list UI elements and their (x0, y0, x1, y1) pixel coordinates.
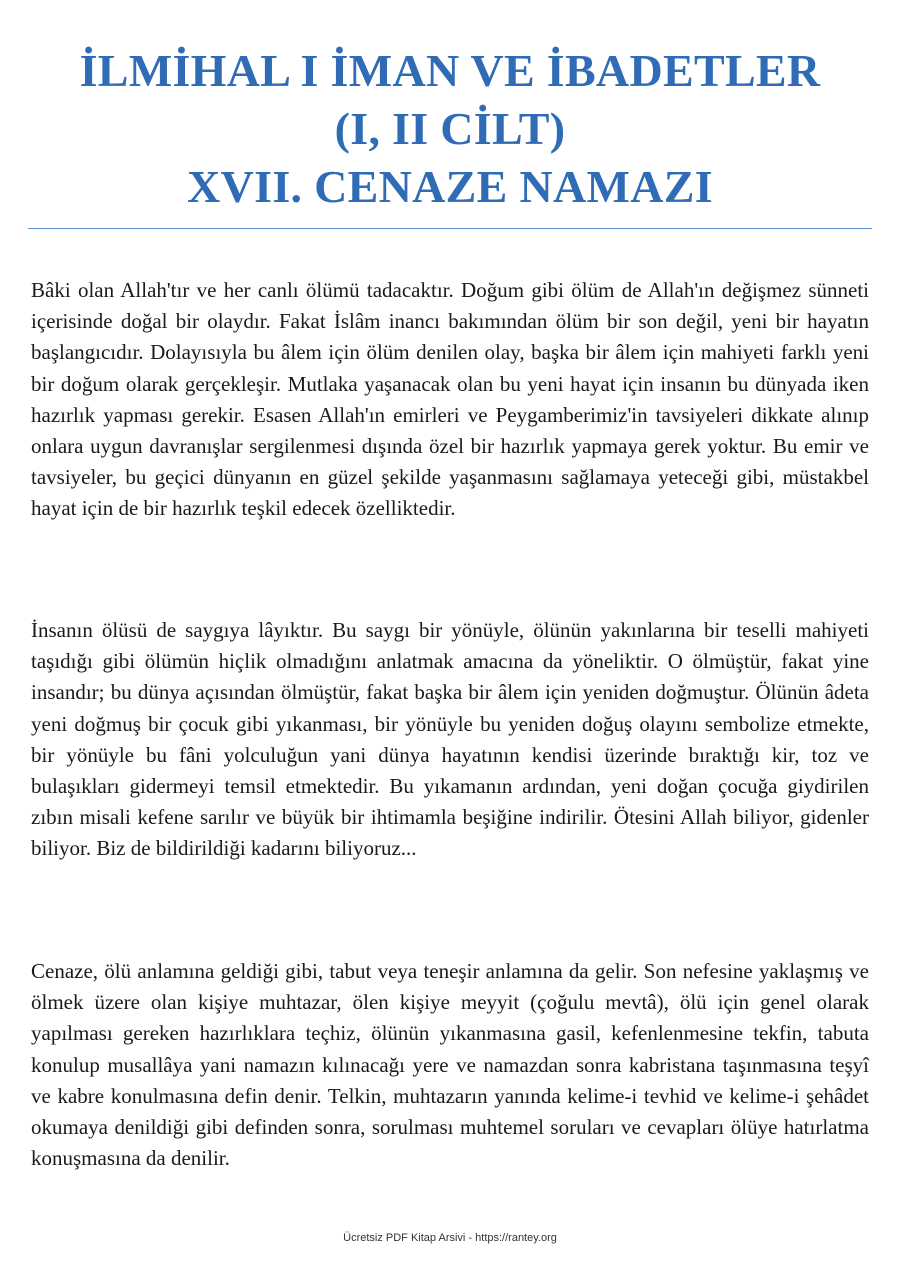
title-line-book: İLMİHAL I İMAN VE İBADETLER (79, 45, 821, 96)
paragraph-3: Cenaze, ölü anlamına geldiği gibi, tabut veya teneşir anlamına da gelir. Son nefesine yaklaşmış ve ölmek üzere olan kişiye muhtazar, ölen kişiye meyyit (çoğulu mevtâ), ölü için genel olarak yapılması gereken hazırlıklara teçhiz, ölünün yıkanmasına gasil, kefenlenmesine tekfin, tabuta konulup musallâya yani namazın kılınacağı yere ve namazdan sonra kabristana taşınmasına teşyî ve kabre konulmasına defin denir. Telkin, muhtazarın yanında kelime-i tevhid ve kelime-i şehâdet okumaya denildiği gibi definden sonra, sorulması muhtemel soruları ve cevapları ölüye hatırlatma konuşmasına da denilir. (31, 959, 869, 1171)
paragraph-1: Bâki olan Allah'tır ve her canlı ölümü tadacaktır. Doğum gibi ölüm de Allah'ın değişmez sünneti içerisinde doğal bir olaydır. Fakat İslâm inancı bakımından ölüm bir son değil, yeni bir hayatın başlangıcıdır. Dolayısıyla bu âlem için ölüm denilen olay, başka bir âlem için mahiyeti farklı yeni bir doğum olarak gerçekleşir. Mutlaka yaşanacak olan bu yeni hayat için insanın bu dünyada iken hazırlık yapması gerekir. Esasen Allah'ın emirleri ve Peygamberimiz'in tavsiyeleri dikkate alınıp onlara uygun davranışlar sergilenmesi dışında özel bir hazırlık yapmaya gerek yoktur. Bu emir ve tavsiyeler, bu geçici dünyanın en güzel şekilde yaşanmasını sağlamaya yeteceği gibi, müstakbel hayat için de bir hazırlık teşkil edecek özelliktedir. (31, 278, 869, 521)
title-line-volume: (I, II CİLT) (334, 103, 566, 154)
paragraph-2: İnsanın ölüsü de saygıya lâyıktır. Bu saygı bir yönüyle, ölünün yakınlarına bir teselli mahiyeti taşıdığı gibi ölümün hiçlik olmadığını anlatmak amacına da yöneliktir. O ölmüştür, fakat yine insandır; bu dünya açısından ölmüştür, fakat başka bir âlem için yeniden doğmuştur. Ölünün âdeta yeni doğmuş bir çocuk gibi yıkanması, bir yönüyle bu yeniden doğuş olayını sembolize etmekte, bir yönüyle bu fâni yolculuğun yani dünya hayatının kendisi üzerinde bıraktığı kir, toz ve bulaşıkları gidermeyi temsil etmektedir. Bu yıkamanın ardından, yeni doğan çocuğa giydirilen zıbın misali kefene sarılır ve büyük bir ihtimamla beşiğine indirilir. Ötesini Allah biliyor, gidenler biliyor. Biz de bildirildiği kadarını biliyoruz... (31, 618, 869, 861)
page-footer: Ücretsiz PDF Kitap Arsivi - https://rantey.org (343, 1232, 557, 1244)
title-line-chapter: XVII. CENAZE NAMAZI (187, 161, 713, 212)
document-title (28, 42, 872, 216)
title-divider (28, 228, 872, 229)
